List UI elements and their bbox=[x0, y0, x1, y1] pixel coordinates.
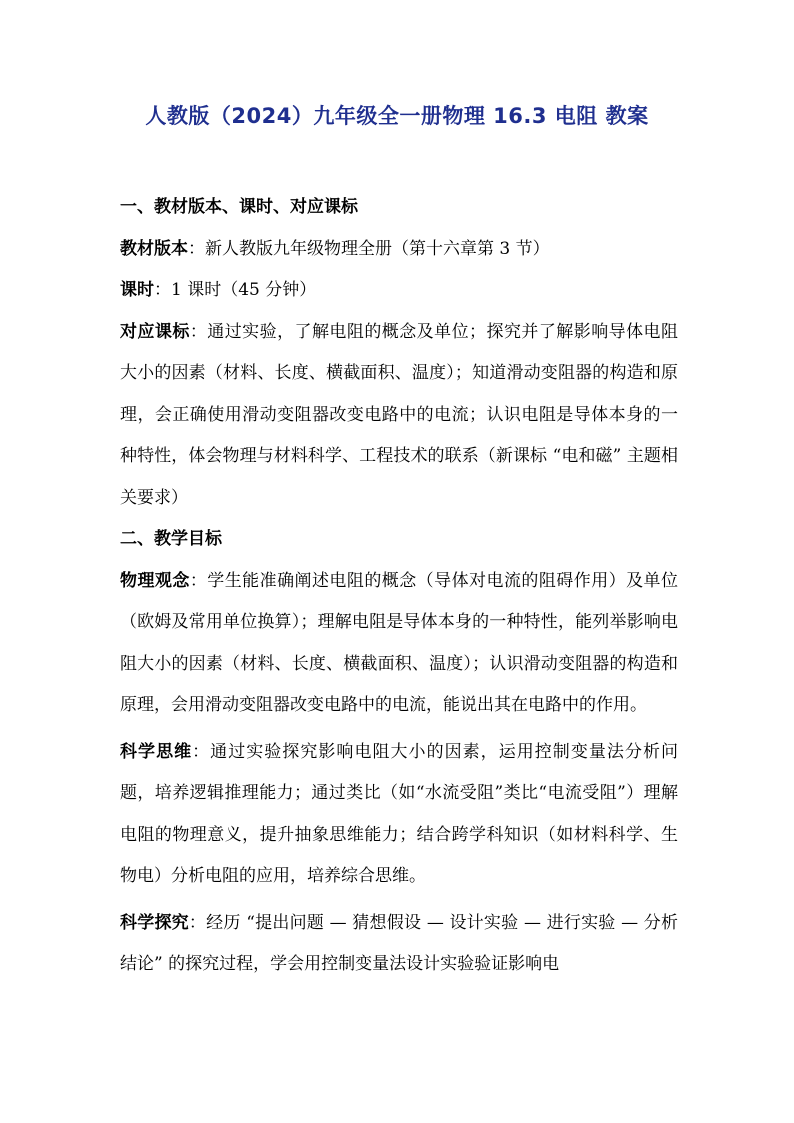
curriculum-standard-paragraph bbox=[120, 312, 678, 520]
physics-concept-label: 物理观念 bbox=[120, 570, 190, 591]
class-period-text: ：1 课时（45 分钟） bbox=[154, 280, 317, 300]
physics-concept-text: ：学生能准确阐述电阻的概念（导体对电流的阻碍作用）及单位（欧姆及常用单位换算）；理解电阻是导体本身的一种特性，能列举影响电阻大小的因素（材料、长度、横截面积、温度）；认识滑动变阻器的构造和原理，会用滑动变阻器改变电路中的电流，能说出其在电路中的作用。 bbox=[120, 570, 679, 715]
section-heading-1: 一、教材版本、课时、对应课标 bbox=[120, 197, 358, 217]
class-period-label: 课时 bbox=[120, 280, 154, 300]
document-title: 人教版（2024）九年级全一册物理 16.3 电阻 教案 bbox=[145, 104, 649, 128]
scientific-inquiry-text: ：经历 “提出问题 — 猜想假设 — 设计实验 — 进行实验 — 分析结论” 的探究过程，学会用控制变量法设计实验验证影响电 bbox=[120, 912, 678, 974]
document-body bbox=[120, 187, 678, 986]
curriculum-standard-text: ：通过实验，了解电阻的概念及单位；探究并了解影响导体电阻大小的因素（材料、长度、横截面积、温度）；知道滑动变阻器的构造和原理，会正确使用滑动变阻器改变电路中的电流；认识电阻是导体本身的一种特性，体会物理与材料科学、工程技术的联系（新课标 “电和磁” 主题相关要求） bbox=[120, 321, 679, 508]
scientific-thinking-paragraph bbox=[120, 732, 678, 898]
physics-concept-paragraph bbox=[120, 561, 678, 727]
scientific-thinking-label: 科学思维 bbox=[120, 741, 193, 762]
curriculum-standard-label: 对应课标 bbox=[120, 321, 190, 342]
scientific-inquiry-paragraph bbox=[120, 903, 678, 986]
textbook-version-paragraph bbox=[120, 229, 678, 271]
textbook-version-text: ：新人教版九年级物理全册（第十六章第 3 节） bbox=[188, 238, 550, 259]
scientific-thinking-text: ：通过实验探究影响电阻大小的因素，运用控制变量法分析问题，培养逻辑推理能力；通过类比（如“水流受阻”类比“电流受阻”）理解电阻的物理意义，提升抽象思维能力；结合跨学科知识（如材料科学、生物电）分析电阻的应用，培养综合思维。 bbox=[120, 741, 679, 886]
class-period-paragraph bbox=[120, 270, 678, 312]
section-heading-2: 二、教学目标 bbox=[120, 529, 222, 549]
scientific-inquiry-label: 科学探究 bbox=[120, 912, 189, 933]
textbook-version-label: 教材版本 bbox=[120, 238, 188, 259]
